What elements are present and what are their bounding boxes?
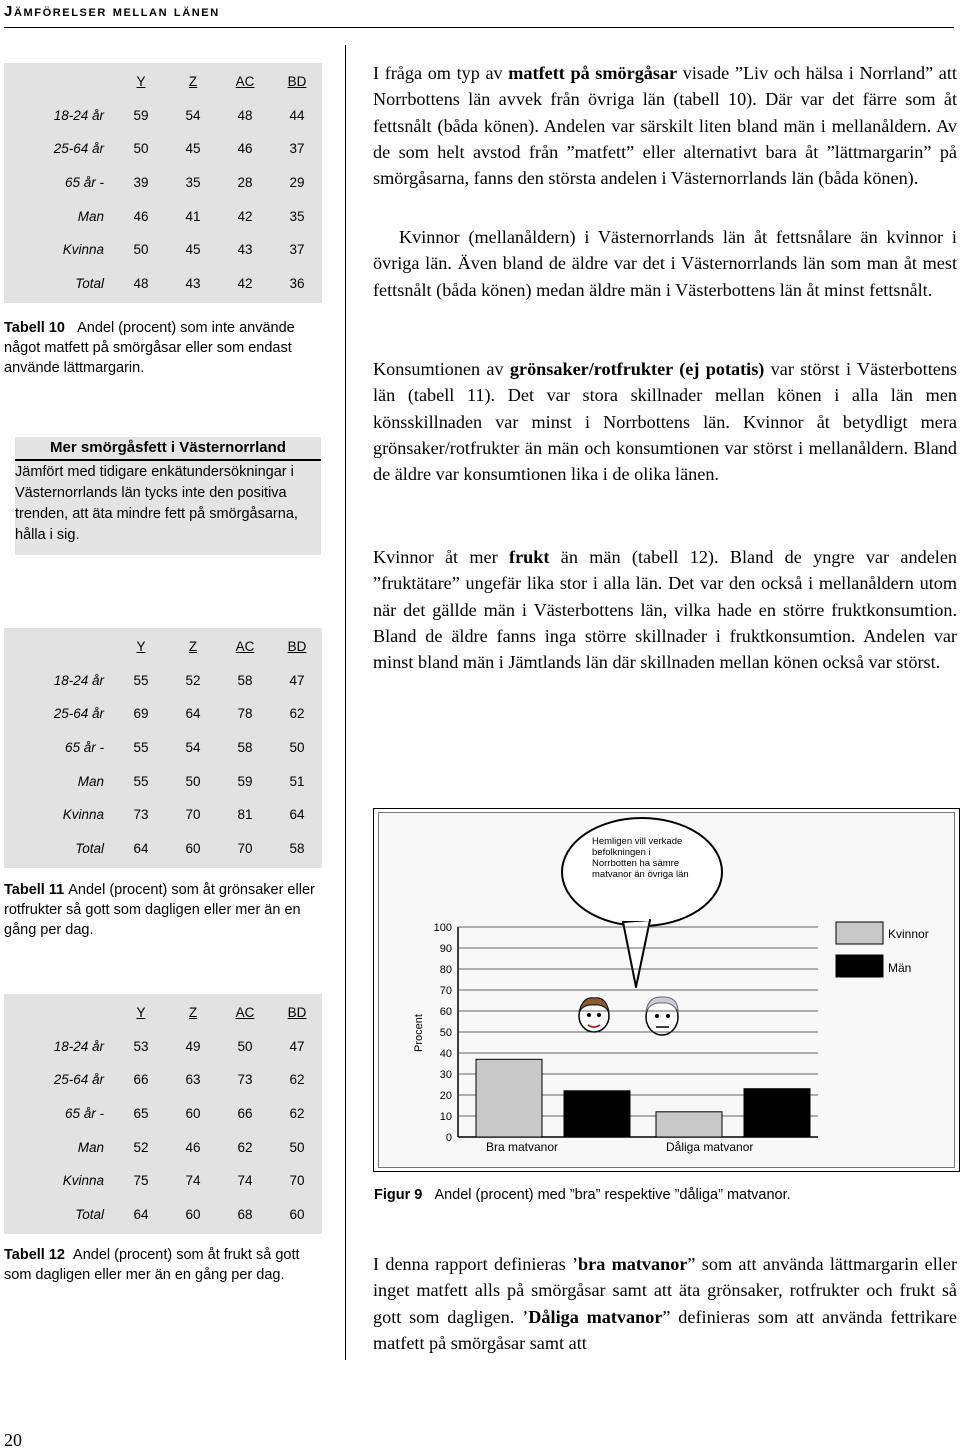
table-cell: 35 (168, 167, 218, 199)
table11-caption (4, 880, 322, 940)
table-cell: 46 (116, 200, 166, 232)
speech-bubble-annotation: Hemligen vill verkade befolkningen i Norrbotten ha sämre matvanor än övriga län (592, 836, 689, 880)
y-axis-label: Procent (413, 1014, 425, 1052)
table-cell: 58 (220, 732, 270, 764)
row-label: Kvinna (62, 807, 104, 823)
y-tick-label: 30 (439, 1069, 452, 1081)
table-cell: 64 (168, 698, 218, 730)
table-cell: 29 (272, 167, 322, 199)
col-header: Y (136, 639, 146, 655)
table-cell: 81 (220, 799, 270, 831)
table-cell: 66 (220, 1098, 270, 1130)
table-cell: 73 (116, 799, 166, 831)
caption-label: Figur 9 (374, 1187, 423, 1203)
table-cell: 62 (220, 1131, 270, 1163)
row-label: Man (77, 208, 104, 224)
col-header: Z (188, 74, 198, 90)
fact-box-rule (15, 459, 321, 461)
table-row (6, 268, 322, 300)
row-label: Total (75, 840, 104, 856)
caption-text: Andel (procent) som åt grönsaker eller rotfrukter så gott som dagligen eller mer än en gång per dag. (4, 882, 315, 938)
table-row (6, 765, 322, 797)
table-cell: 64 (116, 833, 166, 865)
text-run: ” definieras som att använda fettrikare matfett på smörgåsar samt att (373, 1306, 957, 1353)
paragraph-kvinnor (373, 224, 957, 303)
bar (744, 1089, 810, 1137)
category-label: Bra matvanor (486, 1140, 559, 1154)
y-tick-label: 100 (433, 922, 452, 934)
table-cell: 43 (168, 268, 218, 300)
fact-box-body: Jämfört med tidigare enkätundersökningar i Västernorrlands län tycks inte den positiva trenden, att äta mindre fett på smörgåsarna, hålla i sig. (15, 464, 298, 543)
caption-label: Tabell 10 (4, 320, 65, 336)
table-cell: 62 (272, 1098, 322, 1130)
col-header: AC (235, 639, 255, 655)
table-cell: 54 (168, 100, 218, 132)
row-label: 18-24 år (53, 107, 104, 123)
table-cell: 48 (220, 100, 270, 132)
table-cell: 74 (168, 1165, 218, 1197)
table-cell: 48 (116, 268, 166, 300)
text-run: än män (tabell 12). Bland de yngre var andelen ”fruktätare” ungefär lika stor i alla län. Det var den också i mellanåldern utom när det gällde män i Västerbottens län, vilka hade en större fruktkonsumtion. Bland de äldre fanns inga större skillnader i fruktkonsumtion. Andelen var minst bland män i Jämtlands län där skillnaden mellan könen också var störst. (373, 547, 957, 673)
header-rule (4, 27, 954, 28)
col-header: Y (136, 74, 146, 90)
table-cell: 73 (220, 1064, 270, 1096)
running-header: Jämförelser mellan länen (4, 3, 220, 20)
table-cell: 50 (220, 1031, 270, 1063)
row-label: Man (77, 773, 104, 789)
col-header: Z (188, 1005, 198, 1021)
table-cell: 54 (168, 732, 218, 764)
table-row (6, 1098, 322, 1130)
table-cell: 28 (220, 167, 270, 199)
column-divider (345, 45, 346, 1360)
table-cell: 60 (168, 1199, 218, 1231)
table-cell: 41 (168, 200, 218, 232)
col-header: AC (235, 1005, 255, 1021)
legend-label: Kvinnor (888, 927, 929, 941)
table-cell: 78 (220, 698, 270, 730)
table-cell: 53 (116, 1031, 166, 1063)
figure-caption (374, 1187, 791, 1203)
y-tick-label: 70 (439, 985, 452, 997)
row-label: 25-64 år (53, 706, 104, 722)
caption-label: Tabell 11 (4, 882, 65, 898)
col-header: Y (136, 1005, 146, 1021)
text-run: I fråga om typ av (373, 63, 509, 83)
text-bold: frukt (509, 547, 550, 567)
table-header-row (6, 631, 322, 663)
table-cell: 70 (272, 1165, 322, 1197)
table-row (6, 200, 322, 232)
row-label: Man (77, 1139, 104, 1155)
caption-label: Tabell 12 (4, 1247, 65, 1263)
y-tick-label: 20 (439, 1090, 452, 1102)
table-cell: 59 (116, 100, 166, 132)
row-label: 65 år - (64, 740, 104, 756)
table-row (6, 1031, 322, 1063)
bar (476, 1059, 542, 1137)
table-cell: 37 (272, 133, 322, 165)
table-row (6, 100, 322, 132)
table-cell: 39 (116, 167, 166, 199)
table-cell: 55 (116, 765, 166, 797)
table10-caption (4, 318, 322, 378)
row-label: 25-64 år (53, 141, 104, 157)
chart-figure-9 (378, 812, 953, 1166)
table-row (6, 732, 322, 764)
table-cell: 36 (272, 268, 322, 300)
y-tick-label: 90 (439, 943, 452, 955)
table-cell: 50 (168, 765, 218, 797)
bar (656, 1112, 722, 1137)
table-cell: 64 (116, 1199, 166, 1231)
fact-box-title: Mer smörgåsfett i Västernorrland (50, 439, 286, 456)
table-cell: 51 (272, 765, 322, 797)
man-face-icon (646, 997, 678, 1035)
table-cell: 46 (220, 133, 270, 165)
table-row (6, 1131, 322, 1163)
row-label: 65 år - (64, 1106, 104, 1122)
table-cell: 42 (220, 268, 270, 300)
table-cell: 62 (272, 1064, 322, 1096)
col-header: AC (235, 74, 255, 90)
row-label: Total (75, 275, 104, 291)
table-row (6, 698, 322, 730)
table-cell: 69 (116, 698, 166, 730)
table-cell: 52 (168, 665, 218, 697)
table-cell: 44 (272, 100, 322, 132)
table-cell: 70 (220, 833, 270, 865)
y-tick-label: 0 (445, 1132, 452, 1144)
row-label: Kvinna (62, 242, 104, 258)
table-cell: 60 (168, 1098, 218, 1130)
text-run: Konsumtionen av (373, 359, 510, 379)
woman-face-icon (579, 998, 609, 1032)
table-cell: 75 (116, 1165, 166, 1197)
y-tick-label: 50 (439, 1027, 452, 1039)
table-row (6, 234, 322, 266)
text-bold: grönsaker/rotfrukter (ej potatis) (509, 359, 765, 379)
page-number: 20 (4, 1430, 22, 1450)
text-run: var störst i Västerbottens län (tabell 11). Det var stora skillnader mellan könen i alla län men könsskillnaden var minst i Norrbottens län. Kvinnor åt betydligt mera grönsaker/rotfrukter än män och konsumtionen var störst i mellanåldern. Bland de äldre var konsumtionen lika i de olika länen. (373, 359, 957, 485)
table-cell: 50 (116, 133, 166, 165)
paragraph-definition (373, 1251, 957, 1356)
legend-swatch (836, 922, 883, 944)
table-cell: 43 (220, 234, 270, 266)
category-label: Dåliga matvanor (666, 1140, 754, 1154)
bars (476, 1059, 810, 1137)
table-cell: 60 (168, 833, 218, 865)
table-cell: 35 (272, 200, 322, 232)
table-row (6, 1165, 322, 1197)
row-label: 18-24 år (53, 1038, 104, 1054)
y-tick-label: 80 (439, 964, 452, 976)
table-cell: 55 (116, 732, 166, 764)
table-row (6, 1064, 322, 1096)
row-label: 25-64 år (53, 1072, 104, 1088)
table-cell: 50 (272, 1131, 322, 1163)
table-cell: 50 (116, 234, 166, 266)
table-cell: 37 (272, 234, 322, 266)
table-cell: 58 (220, 665, 270, 697)
table-12 (4, 995, 324, 1232)
text-run: visade ”Liv och hälsa i Norrland” att Norrbottens län avvek från övriga län (tabell 10). Där var det färre som åt fettsnålt (båda könen). Andelen var särskilt liten bland män i mellanåldern. Av de som helt avstod från ”matfett” eller alternativt bara åt ”lättmargarin” på smörgåsarna, fanns den största andelen i Västernorrlands län (båda könen). (373, 63, 957, 189)
row-label: 18-24 år (53, 672, 104, 688)
table-cell: 50 (272, 732, 322, 764)
text-run: ” som att använda lättmargarin eller inget matfett alls på smörgåsar samt att äta grönsaker, rotfrukter och frukt så gott som dagligen. ’ (373, 1254, 957, 1327)
text-run: I denna rapport definieras ’ (373, 1254, 579, 1274)
table-cell: 45 (168, 234, 218, 266)
table-10 (4, 64, 324, 301)
col-header: Z (188, 639, 198, 655)
y-tick-label: 40 (439, 1048, 452, 1060)
row-label: Total (75, 1206, 104, 1222)
table-header-row (6, 997, 322, 1029)
table-cell: 59 (220, 765, 270, 797)
table-cell: 47 (272, 665, 322, 697)
table-cell: 42 (220, 200, 270, 232)
table-cell: 60 (272, 1199, 322, 1231)
paragraph-matfett (373, 60, 957, 191)
table-cell: 58 (272, 833, 322, 865)
row-label: 65 år - (64, 175, 104, 191)
table-cell: 55 (116, 665, 166, 697)
caption-text: Andel (procent) som inte använde något matfett på smörgåsar eller som endast använde lättmargarin. (4, 320, 295, 376)
table-cell: 64 (272, 799, 322, 831)
table-cell: 63 (168, 1064, 218, 1096)
text-bold: matfett på smörgåsar (508, 63, 678, 83)
table-cell: 70 (168, 799, 218, 831)
table-row (6, 133, 322, 165)
paragraph-gronsaker (373, 356, 957, 487)
table-row (6, 167, 322, 199)
text-bold: Dåliga matvanor (528, 1306, 663, 1327)
table-row (6, 799, 322, 831)
legend-label: Män (888, 961, 912, 975)
col-header: BD (287, 639, 307, 655)
caption-text: Andel (procent) som åt frukt så gott som dagligen eller mer än en gång per dag. (4, 1247, 300, 1283)
table-cell: 45 (168, 133, 218, 165)
table-11 (4, 629, 324, 866)
row-label: Kvinna (62, 1173, 104, 1189)
caption-text: Andel (procent) med ”bra” respektive ”dåliga” matvanor. (434, 1187, 791, 1203)
table-header-row (6, 66, 322, 98)
text-run: Kvinnor åt mer (373, 547, 510, 567)
legend-swatch (836, 955, 883, 977)
table-row (6, 665, 322, 697)
table-row (6, 833, 322, 865)
col-header: BD (287, 1005, 307, 1021)
text-run: Kvinnor (mellanåldern) i Västernorrlands län åt fettsnålare än kvinnor i övriga län. Även bland de äldre var det i Västernorrlands län som man åt mest fettsnålt (båda könen) medan äldre män i Västerbottens län åt minst fettsnålt. (373, 227, 957, 300)
table-cell: 65 (116, 1098, 166, 1130)
table-cell: 52 (116, 1131, 166, 1163)
y-tick-label: 60 (439, 1006, 452, 1018)
table-cell: 46 (168, 1131, 218, 1163)
legend (836, 922, 929, 977)
table-row (6, 1199, 322, 1231)
paragraph-frukt (373, 544, 957, 675)
y-tick-label: 10 (439, 1111, 452, 1123)
text-bold: bra matvanor (578, 1254, 688, 1274)
table-cell: 47 (272, 1031, 322, 1063)
col-header: BD (287, 74, 307, 90)
table-cell: 49 (168, 1031, 218, 1063)
table12-caption (4, 1245, 322, 1285)
table-cell: 66 (116, 1064, 166, 1096)
table-cell: 74 (220, 1165, 270, 1197)
bar (564, 1091, 630, 1137)
table-cell: 68 (220, 1199, 270, 1231)
table-cell: 62 (272, 698, 322, 730)
